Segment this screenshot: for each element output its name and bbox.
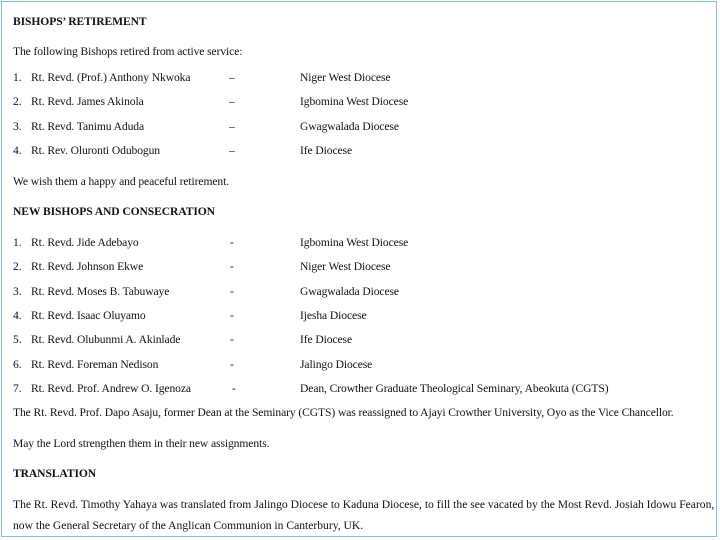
item-number: 2. (13, 95, 22, 108)
diocese-name: Gwagwalada Diocese (300, 120, 399, 133)
consecration-heading: NEW BISHOPS AND CONSECRATION (13, 205, 215, 218)
separator: - (230, 285, 234, 298)
bishop-name: Rt. Revd. (Prof.) Anthony Nkwoka (31, 71, 191, 84)
separator: – (229, 144, 235, 157)
diocese-name: Ife Diocese (300, 144, 353, 157)
separator: - (232, 382, 236, 395)
diocese-name: Niger West Diocese (300, 71, 391, 84)
separator: - (230, 260, 234, 273)
item-number: 3. (13, 285, 22, 298)
bishop-name: Rt. Revd. James Akinola (31, 95, 144, 108)
diocese-name: Gwagwalada Diocese (300, 285, 399, 298)
retirement-heading: BISHOPS’ RETIREMENT (13, 15, 147, 28)
bishop-name: Rt. Revd. Tanimu Aduda (31, 120, 145, 133)
diocese-name: Igbomina West Diocese (300, 95, 409, 108)
separator: - (230, 358, 234, 371)
item-number: 7. (13, 382, 22, 395)
bishop-name: Rt. Revd. Moses B. Tabuwaye (31, 285, 170, 298)
separator: – (229, 95, 235, 108)
consecration-closing: May the Lord strengthen them in their new assignments. (13, 437, 270, 450)
item-number: 5. (13, 333, 22, 346)
diocese-name: Dean, Crowther Graduate Theological Seminary, Abeokuta (CGTS) (300, 382, 609, 395)
separator: – (229, 120, 235, 133)
diocese-name: Niger West Diocese (300, 260, 391, 273)
diocese-name: Ijesha Diocese (300, 309, 367, 322)
item-number: 1. (13, 236, 22, 249)
bishop-name: Rt. Revd. Prof. Andrew O. Igenoza (31, 382, 191, 395)
separator: – (229, 71, 235, 84)
translation-body: The Rt. Revd. Timothy Yahaya was translated from Jalingo Diocese to Kaduna Diocese, to fill the see vacated by the Most Revd. Josiah Idowu Fearon, now the General Secretary of the Anglican Communion in Canterbury, UK. (13, 498, 715, 532)
retirement-closing: We wish them a happy and peaceful retirement. (13, 175, 230, 188)
item-number: 2. (13, 260, 22, 273)
diocese-name: Igbomina West Diocese (300, 236, 409, 249)
separator: - (230, 236, 234, 249)
item-number: 4. (13, 144, 22, 157)
retirement-intro: The following Bishops retired from active service: (13, 45, 243, 58)
item-number: 3. (13, 120, 22, 133)
reassignment-note: The Rt. Revd. Prof. Dapo Asaju, former Dean at the Seminary (CGTS) was reassigned to Ajayi Crowther University, Oyo as the Vice Chancellor. (13, 406, 674, 419)
separator: - (230, 309, 234, 322)
item-number: 1. (13, 71, 22, 84)
separator: - (230, 333, 234, 346)
bishop-name: Rt. Revd. Foreman Nedison (31, 358, 159, 371)
bishop-name: Rt. Revd. Johnson Ekwe (31, 260, 144, 273)
translation-heading: TRANSLATION (13, 467, 97, 480)
diocese-name: Ife Diocese (300, 333, 353, 346)
bishop-name: Rt. Revd. Isaac Oluyamo (31, 309, 146, 322)
bishop-name: Rt. Revd. Jide Adebayo (31, 236, 139, 249)
bishop-name: Rt. Revd. Olubunmi A. Akinlade (31, 333, 181, 346)
item-number: 6. (13, 358, 22, 371)
bishop-name: Rt. Rev. Oluronti Odubogun (31, 144, 161, 157)
diocese-name: Jalingo Diocese (300, 358, 373, 371)
item-number: 4. (13, 309, 22, 322)
